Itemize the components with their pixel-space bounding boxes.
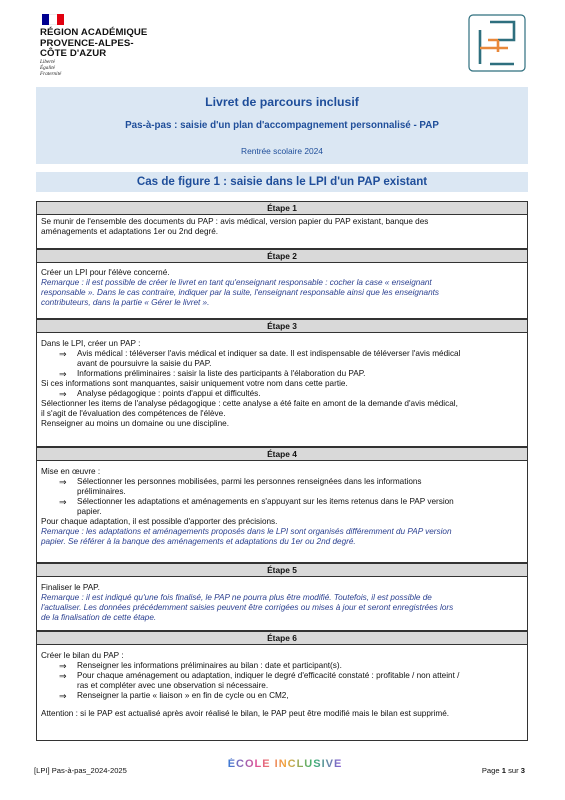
step-text: il s'agit de l'évaluation des compétences de l'élève. [41, 409, 226, 418]
bullet-text: Sélectionner les adaptations et aménagements en s'appuyant sur les items retenus dans le PAP version [77, 497, 454, 506]
bullet-item [41, 477, 523, 497]
step-heading: Étape 6 [37, 632, 527, 645]
bullet-item [41, 349, 523, 369]
step-text: Mise en œuvre : [41, 467, 101, 476]
page-separator: sur [508, 766, 519, 775]
lpi-logo-icon [468, 14, 526, 72]
page-total: 3 [520, 766, 525, 775]
remark-text: responsable ». Dans le cas contraire, indiquer par la suite, l'enseignant responsable ainsi que les enseignants [41, 288, 439, 297]
step-text: Renseigner au moins un domaine ou une discipline. [41, 419, 229, 428]
step-heading: Étape 3 [37, 320, 527, 333]
region-line: CÔTE D'AZUR [40, 48, 107, 59]
step-text: Se munir de l'ensemble des documents du PAP : avis médical, version papier du PAP existant, banque des [41, 217, 429, 226]
motto-line: Égalité [40, 64, 55, 71]
bullet-item [41, 661, 523, 671]
arrow-icon: ⇒ [59, 671, 67, 681]
step-text: Pour chaque adaptation, il est possible d'apporter des précisions. [41, 517, 278, 526]
bullet-text: ras et compléter avec une observation si nécessaire. [77, 681, 269, 690]
step-text: Si ces informations sont manquantes, saisir uniquement votre nom dans cette partie. [41, 379, 348, 388]
bullet-text: Informations préliminaires : saisir la liste des participants à l'élaboration du PAP. [77, 369, 366, 378]
region-line: RÉGION ACADÉMIQUE [40, 27, 148, 38]
bullet-text: Sélectionner les personnes mobilisées, parmi les personnes renseignées dans les informations [77, 477, 422, 486]
page-number [482, 766, 525, 775]
school-year: Rentrée scolaire 2024 [241, 146, 323, 156]
case-heading: Cas de figure 1 : saisie dans le LPI d'un PAP existant [36, 172, 528, 192]
bullet-text: Pour chaque aménagement ou adaptation, indiquer le degré d'efficacité constaté : profitable / non atteint / [77, 671, 460, 680]
ecole-inclusive-logo [220, 758, 350, 776]
bullet-item [41, 389, 523, 399]
region-line: PROVENCE-ALPES- [40, 37, 134, 49]
marianne-flag-icon [42, 14, 64, 25]
step-heading: Étape 4 [37, 448, 527, 461]
step-heading: Étape 1 [37, 202, 527, 215]
attention-text: Attention : si le PAP est actualisé après avoir réalisé le bilan, le PAP peut être modifié mais le bilan est supprimé. [41, 709, 450, 718]
bullet-text: Avis médical : téléverser l'avis médical et indiquer sa date. Il est indispensable de téléverser l'avis médical [77, 349, 461, 358]
document-title: Livret de parcours inclusif [205, 95, 359, 109]
remark-text: Remarque : il est possible de créer le livret en tant qu'enseignant responsable : cocher la case « enseignant [41, 278, 432, 287]
step-1-table [36, 201, 528, 249]
bullet-item [41, 497, 523, 517]
step-text: aménagements et adaptations 1er ou 2nd degré. [41, 227, 219, 236]
arrow-icon: ⇒ [59, 389, 67, 399]
bullet-text: avant de poursuivre la saisie du PAP. [77, 359, 212, 368]
remark-text: papier. Se référer à la banque des aménagements et adaptations du 1er ou 2nd degré. [41, 537, 356, 546]
page-label: Page [481, 766, 500, 775]
title-box [36, 87, 528, 164]
document-subtitle: Pas-à-pas : saisie d'un plan d'accompagnement personnalisé - PAP [125, 120, 439, 131]
step-text: Dans le LPI, créer un PAP : [41, 339, 141, 348]
step-heading: Étape 2 [37, 250, 527, 263]
motto-line: Fraternité [40, 70, 62, 77]
step-text: Sélectionner les items de l'analyse pédagogique : cette analyse a été faite en amont de la demande d'avis médical, [41, 399, 458, 408]
bullet-text: Renseigner les informations préliminaires au bilan : date et participant(s). [77, 661, 342, 670]
remark-text: Remarque : il est indiqué qu'une fois finalisé, le PAP ne pourra plus être modifié. Toutefois, il est possible de [41, 593, 432, 602]
ecole-inclusive-text: ÉCOLE INCLUSIVE [227, 758, 343, 770]
step-text: Créer un LPI pour l'élève concerné. [41, 268, 170, 277]
step-5-table [36, 563, 528, 631]
arrow-icon: ⇒ [59, 691, 67, 701]
step-2-table [36, 249, 528, 319]
step-text: Créer le bilan du PAP : [41, 651, 124, 660]
step-6-table [36, 631, 528, 741]
bullet-item [41, 691, 523, 701]
bullet-item [41, 369, 523, 379]
arrow-icon: ⇒ [59, 369, 67, 379]
arrow-icon: ⇒ [59, 661, 67, 671]
region-name [40, 28, 147, 60]
arrow-icon: ⇒ [59, 497, 67, 507]
remark-text: Remarque : les adaptations et aménagements proposés dans le LPI sont organisés différemment du PAP version [41, 527, 452, 536]
bullet-text: préliminaires. [77, 487, 126, 496]
republic-motto [40, 60, 61, 77]
bullet-text: Analyse pédagogique : points d'appui et difficultés. [77, 389, 261, 398]
step-text: Finaliser le PAP. [41, 583, 100, 592]
arrow-icon: ⇒ [59, 477, 67, 487]
remark-text: contributeurs, dans la partie « Gérer le livret ». [41, 298, 210, 307]
motto-line: Liberté [40, 59, 55, 65]
step-heading: Étape 5 [37, 564, 527, 577]
remark-text: l'actualiser. Les données précédemment saisies peuvent être corrigées ou mises à jour et seront enregistrées lors [41, 603, 454, 612]
bullet-text: Renseigner la partie « liaison » en fin de cycle ou en CM2, [77, 691, 289, 700]
page-current: 1 [501, 766, 506, 775]
step-3-table [36, 319, 528, 447]
footer-document-ref: [LPI] Pas-à-pas_2024-2025 [34, 766, 127, 775]
step-4-table [36, 447, 528, 563]
arrow-icon: ⇒ [59, 349, 67, 359]
bullet-text: papier. [77, 507, 102, 516]
remark-text: de la finalisation de cette étape. [41, 613, 157, 622]
bullet-item [41, 671, 523, 691]
